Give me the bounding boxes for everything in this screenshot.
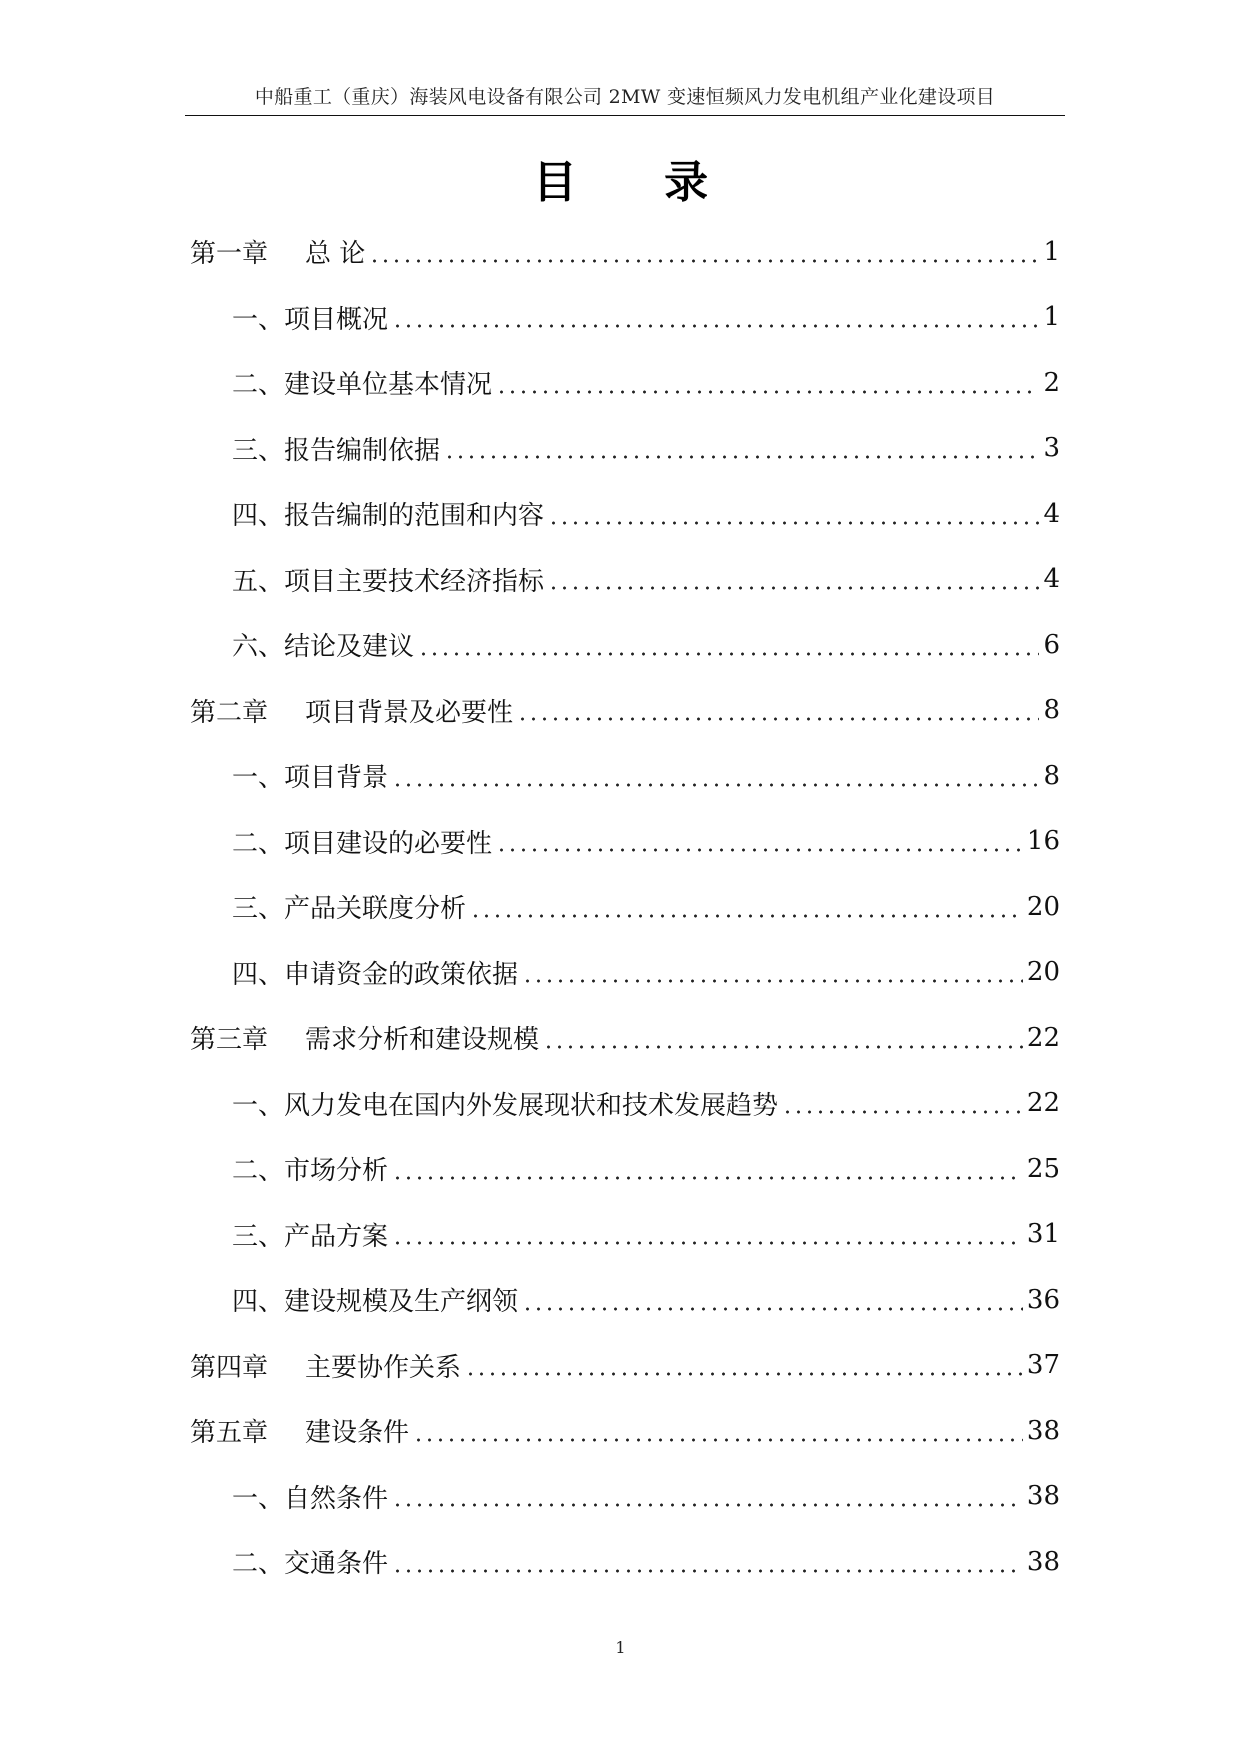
toc-section-entry[interactable] [190,350,1060,416]
toc-dot-leader [444,435,1039,461]
toc-entry-number: 第四章 [190,1352,269,1383]
toc-entry-page: 4 [1043,564,1060,595]
toc-dot-leader [496,370,1039,396]
toc-section-entry[interactable] [190,940,1060,1006]
toc-entry-number: 二、 [232,1156,285,1187]
toc-section-entry[interactable] [190,1202,1060,1268]
toc-dot-leader [392,1221,1023,1247]
toc-entry-number: 二、 [232,370,285,401]
toc-entry-number: 二、 [232,1549,285,1580]
toc-dot-leader [369,239,1039,265]
toc-entry-page: 20 [1026,891,1060,922]
toc-entry-number: 第三章 [190,1025,269,1056]
toc-entry-label: 项目背景及必要性 [305,697,514,728]
toc-section-entry[interactable] [190,1267,1060,1333]
toc-entry-label: 建设规模及生产纲领 [284,1287,519,1318]
toc-entry-page: 8 [1043,760,1060,791]
toc-entry-label: 项目背景 [284,763,389,794]
toc-entry-page: 1 [1043,302,1060,333]
toc-entry-number: 一、 [232,1483,285,1514]
toc-entry-label: 建设单位基本情况 [284,370,493,401]
toc-entry-label: 项目主要技术经济指标 [284,566,545,597]
toc-entry-number: 三、 [232,894,285,925]
toc-dot-leader [548,501,1039,527]
toc-chapter-entry[interactable] [190,219,1060,285]
toc-entry-page: 38 [1026,1546,1060,1577]
toc-entry-number: 三、 [232,435,285,466]
toc-dot-leader [517,697,1039,723]
toc-entry-page: 38 [1026,1481,1060,1512]
table-of-contents [190,219,1060,1595]
toc-entry-label: 风力发电在国内外发展现状和技术发展趋势 [284,1090,779,1121]
toc-chapter-entry[interactable] [190,678,1060,744]
toc-entry-page: 4 [1043,498,1060,529]
page-number: 1 [615,1638,626,1657]
toc-entry-number: 一、 [232,763,285,794]
toc-section-entry[interactable] [190,809,1060,875]
toc-entry-page: 6 [1043,629,1060,660]
toc-entry-page: 20 [1026,957,1060,988]
toc-section-entry[interactable] [190,285,1060,351]
toc-section-entry[interactable] [190,1136,1060,1202]
toc-section-entry[interactable] [190,743,1060,809]
toc-entry-label: 产品关联度分析 [284,894,467,925]
toc-dot-leader [392,304,1039,330]
toc-dot-leader [522,959,1023,985]
toc-entry-number: 一、 [232,1090,285,1121]
toc-dot-leader [465,1352,1023,1378]
toc-entry-label: 报告编制的范围和内容 [284,501,545,532]
toc-dot-leader [522,1287,1023,1313]
toc-entry-label: 产品方案 [284,1221,389,1252]
toc-entry-label: 建设条件 [305,1418,410,1449]
toc-dot-leader [470,894,1023,920]
toc-entry-page: 37 [1026,1350,1060,1381]
toc-dot-leader [543,1025,1023,1051]
toc-entry-label: 申请资金的政策依据 [284,959,519,990]
toc-entry-page: 25 [1026,1153,1060,1184]
toc-entry-number: 四、 [232,959,285,990]
toc-entry-page: 38 [1026,1415,1060,1446]
toc-entry-number: 第五章 [190,1418,269,1449]
toc-entry-label: 项目建设的必要性 [284,828,493,859]
toc-dot-leader [418,632,1039,658]
toc-dot-leader [392,763,1039,789]
toc-entry-page: 16 [1026,826,1060,857]
toc-entry-label: 项目概况 [284,304,389,335]
toc-entry-label: 自然条件 [284,1483,389,1514]
toc-entry-number: 二、 [232,828,285,859]
toc-entry-label: 需求分析和建设规模 [305,1025,540,1056]
toc-section-entry[interactable] [190,481,1060,547]
toc-entry-label: 主要协作关系 [305,1352,462,1383]
toc-chapter-entry[interactable] [190,1333,1060,1399]
toc-section-entry[interactable] [190,874,1060,940]
toc-dot-leader [392,1483,1023,1509]
toc-section-entry[interactable] [190,547,1060,613]
toc-title: 目 录 [532,157,745,208]
toc-entry-label: 结论及建议 [284,632,415,663]
toc-entry-number: 四、 [232,501,285,532]
toc-dot-leader [392,1549,1023,1575]
toc-entry-page: 22 [1026,1022,1060,1053]
running-header: 中船重工（重庆）海装风电设备有限公司 2MW 变速恒频风力发电机组产业化建设项目 [254,86,996,108]
toc-entry-page: 3 [1043,433,1060,464]
toc-chapter-entry[interactable] [190,1398,1060,1464]
toc-entry-page: 2 [1043,367,1060,398]
toc-section-entry[interactable] [190,1529,1060,1595]
toc-section-entry[interactable] [190,1071,1060,1137]
toc-entry-number: 六、 [232,632,285,663]
toc-section-entry[interactable] [190,1464,1060,1530]
toc-chapter-entry[interactable] [190,1005,1060,1071]
toc-dot-leader [548,566,1039,592]
toc-section-entry[interactable] [190,416,1060,482]
toc-entry-label: 总 论 [305,239,366,270]
toc-entry-number: 一、 [232,304,285,335]
toc-entry-page: 8 [1043,695,1060,726]
toc-entry-label: 市场分析 [284,1156,389,1187]
toc-entry-page: 1 [1043,236,1060,267]
toc-entry-number: 五、 [232,566,285,597]
toc-dot-leader [496,828,1023,854]
toc-entry-page: 31 [1026,1219,1060,1250]
toc-dot-leader [392,1156,1023,1182]
toc-entry-number: 三、 [232,1221,285,1252]
toc-entry-number: 第二章 [190,697,269,728]
toc-entry-page: 22 [1026,1088,1060,1119]
toc-entry-number: 四、 [232,1287,285,1318]
toc-entry-label: 交通条件 [284,1549,389,1580]
toc-dot-leader [782,1090,1023,1116]
toc-dot-leader [413,1418,1023,1444]
toc-entry-label: 报告编制依据 [284,435,441,466]
header-divider [185,115,1065,116]
toc-section-entry[interactable] [190,612,1060,678]
toc-entry-number: 第一章 [190,239,269,270]
toc-entry-page: 36 [1026,1284,1060,1315]
